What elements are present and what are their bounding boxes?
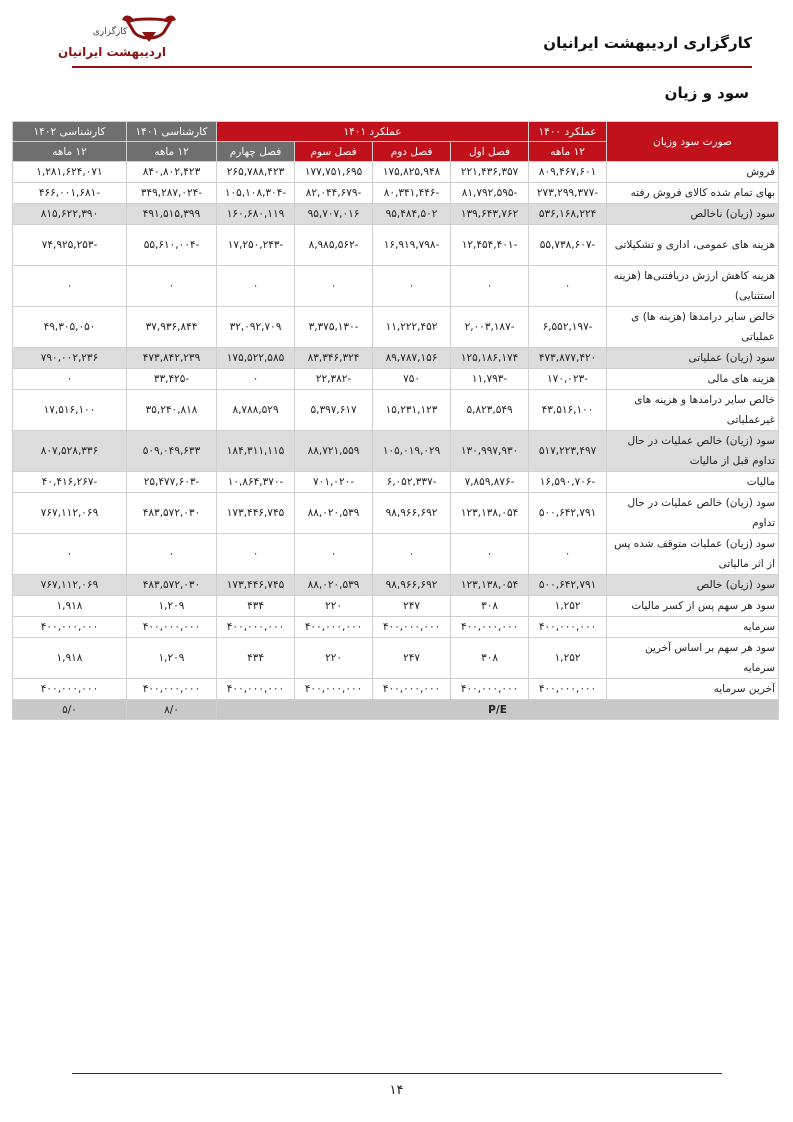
table-cell: ۰ bbox=[217, 266, 295, 307]
table-cell: ۱۷۷,۷۵۱,۶۹۵ bbox=[295, 162, 373, 183]
group-header-estimate-1402: کارشناسی ۱۴۰۲ bbox=[13, 122, 127, 142]
header-divider bbox=[72, 66, 752, 68]
row-label: آخرین سرمایه bbox=[607, 679, 779, 700]
table-cell: -۲,۰۰۳,۱۸۷ bbox=[451, 307, 529, 348]
table-row bbox=[13, 596, 779, 617]
table-cell: ۸,۷۸۸,۵۲۹ bbox=[217, 390, 295, 431]
table-cell: -۵۵,۷۳۸,۶۰۷ bbox=[529, 225, 607, 266]
row-label: خالص سایر درامدها و هزینه های غیرعملیاتی bbox=[607, 390, 779, 431]
table-cell: ۴۳۴ bbox=[217, 596, 295, 617]
table-cell: -۷,۸۵۹,۸۷۶ bbox=[451, 472, 529, 493]
table-cell: ۲۴۷ bbox=[373, 638, 451, 679]
table-cell: ۸۰۷,۵۲۸,۳۳۶ bbox=[13, 431, 127, 472]
row-label: سود (زیان) عملیاتی bbox=[607, 348, 779, 369]
row-label: مالیات bbox=[607, 472, 779, 493]
table-cell: ۴۳۴ bbox=[217, 638, 295, 679]
subheader: فصل چهارم bbox=[217, 142, 295, 162]
footer-divider bbox=[72, 1073, 722, 1074]
table-cell: ۰ bbox=[529, 266, 607, 307]
table-cell: ۵,۸۲۳,۵۴۹ bbox=[451, 390, 529, 431]
company-name: کارگزاری اردیبهشت ایرانیان bbox=[543, 34, 752, 52]
table-cell: -۳۳,۴۲۵ bbox=[127, 369, 217, 390]
pe-row bbox=[13, 700, 779, 720]
pe-value-1402: ۵/۰ bbox=[13, 700, 127, 720]
table-cell: ۳۲,۰۹۲,۷۰۹ bbox=[217, 307, 295, 348]
row-label: هزینه های عمومی، اداری و تشکیلاتی bbox=[607, 225, 779, 266]
table-cell: ۰ bbox=[295, 534, 373, 575]
table-row bbox=[13, 575, 779, 596]
table-cell: -۲۲,۳۸۲ bbox=[295, 369, 373, 390]
table-cell: ۱۷,۵۱۶,۱۰۰ bbox=[13, 390, 127, 431]
table-cell: ۸۸,۷۲۱,۵۵۹ bbox=[295, 431, 373, 472]
table-cell: -۶,۵۵۲,۱۹۷ bbox=[529, 307, 607, 348]
table-row bbox=[13, 638, 779, 679]
group-header-estimate-1401: کارشناسی ۱۴۰۱ bbox=[127, 122, 217, 142]
table-cell: ۴۳,۵۱۶,۱۰۰ bbox=[529, 390, 607, 431]
pe-value-1401: ۸/۰ bbox=[127, 700, 217, 720]
table-row bbox=[13, 369, 779, 390]
table-cell: ۲۲۱,۴۳۶,۳۵۷ bbox=[451, 162, 529, 183]
row-label: سود (زیان) عملیات متوقف شده پس از اثر مالیاتی bbox=[607, 534, 779, 575]
table-cell: ۴۰۰,۰۰۰,۰۰۰ bbox=[373, 679, 451, 700]
logo-text-main: اردیبهشت ایرانیان bbox=[58, 45, 166, 59]
table-cell: -۱۱,۷۹۳ bbox=[451, 369, 529, 390]
row-label: سود (زیان) خالص عملیات در حال تداوم قبل از مالیات bbox=[607, 431, 779, 472]
item-column-header: صورت سود وزیان bbox=[607, 122, 779, 162]
table-cell: ۰ bbox=[13, 534, 127, 575]
table-cell: ۱۵,۲۳۱,۱۲۳ bbox=[373, 390, 451, 431]
page-header bbox=[58, 8, 752, 68]
table-cell: ۰ bbox=[373, 534, 451, 575]
table-cell: ۱۸۴,۳۱۱,۱۱۵ bbox=[217, 431, 295, 472]
table-cell: ۳۵,۲۴۰,۸۱۸ bbox=[127, 390, 217, 431]
table-cell: ۴۷۳,۸۷۷,۴۲۰ bbox=[529, 348, 607, 369]
table-row bbox=[13, 679, 779, 700]
table-cell: ۱۳۰,۹۹۷,۹۳۰ bbox=[451, 431, 529, 472]
table-cell: ۱۳۹,۶۴۳,۷۶۲ bbox=[451, 204, 529, 225]
table-row bbox=[13, 617, 779, 638]
table-cell: ۰ bbox=[13, 266, 127, 307]
table-cell: ۵۰۹,۰۴۹,۶۳۳ bbox=[127, 431, 217, 472]
table-cell: -۱۰۵,۱۰۸,۳۰۴ bbox=[217, 183, 295, 204]
table-cell: ۴۰۰,۰۰۰,۰۰۰ bbox=[217, 679, 295, 700]
table-cell: ۰ bbox=[295, 266, 373, 307]
logo-text-small: کارگزاری bbox=[92, 27, 128, 37]
row-label: هزینه های مالی bbox=[607, 369, 779, 390]
subheader: فصل سوم bbox=[295, 142, 373, 162]
table-row bbox=[13, 472, 779, 493]
table-row bbox=[13, 183, 779, 204]
table-cell: ۱۰۵,۰۱۹,۰۲۹ bbox=[373, 431, 451, 472]
table-row bbox=[13, 266, 779, 307]
table-cell: ۸۱۵,۶۲۲,۳۹۰ bbox=[13, 204, 127, 225]
table-cell: ۲۲۰ bbox=[295, 596, 373, 617]
table-cell: ۴۰۰,۰۰۰,۰۰۰ bbox=[127, 617, 217, 638]
table-cell: ۱,۲۰۹ bbox=[127, 638, 217, 679]
table-cell: ۹۵,۴۸۴,۵۰۲ bbox=[373, 204, 451, 225]
row-label: خالص سایر درامدها (هزینه ها) ی عملیاتی bbox=[607, 307, 779, 348]
group-header-actual-1401: عملکرد ۱۴۰۱ bbox=[217, 122, 529, 142]
table-row bbox=[13, 225, 779, 266]
table-cell: ۱,۹۱۸ bbox=[13, 638, 127, 679]
table-cell: ۴۰۰,۰۰۰,۰۰۰ bbox=[295, 617, 373, 638]
subheader: ۱۲ ماهه bbox=[13, 142, 127, 162]
table-cell: ۲۲۰ bbox=[295, 638, 373, 679]
table-cell: ۱۲۵,۱۸۶,۱۷۴ bbox=[451, 348, 529, 369]
table-cell: ۱,۲۸۱,۶۲۴,۰۷۱ bbox=[13, 162, 127, 183]
table-cell: ۲۶۵,۷۸۸,۴۲۳ bbox=[217, 162, 295, 183]
table-cell: -۸۱,۷۹۲,۵۹۵ bbox=[451, 183, 529, 204]
section-title: سود و زیان bbox=[664, 84, 749, 102]
table-cell: ۹۸,۹۶۶,۶۹۲ bbox=[373, 493, 451, 534]
table-cell: ۵۰۰,۶۴۲,۷۹۱ bbox=[529, 575, 607, 596]
table-cell: ۸۹,۷۸۷,۱۵۶ bbox=[373, 348, 451, 369]
table-cell: ۳۰۸ bbox=[451, 596, 529, 617]
table-cell: ۰ bbox=[217, 369, 295, 390]
subheader: فصل دوم bbox=[373, 142, 451, 162]
table-cell: -۲۷۳,۲۹۹,۳۷۷ bbox=[529, 183, 607, 204]
table-cell: ۱۷۳,۴۴۶,۷۴۵ bbox=[217, 493, 295, 534]
table-cell: ۲۴۷ bbox=[373, 596, 451, 617]
table-cell: ۱۷۳,۴۴۶,۷۴۵ bbox=[217, 575, 295, 596]
table-cell: ۱,۲۰۹ bbox=[127, 596, 217, 617]
table-cell: ۰ bbox=[217, 534, 295, 575]
table-cell: ۴۰۰,۰۰۰,۰۰۰ bbox=[451, 679, 529, 700]
table-cell: -۵۵,۶۱۰,۰۰۴ bbox=[127, 225, 217, 266]
table-cell: ۱۲۳,۱۳۸,۰۵۴ bbox=[451, 575, 529, 596]
table-row bbox=[13, 204, 779, 225]
table-cell: -۱۲,۴۵۴,۴۰۱ bbox=[451, 225, 529, 266]
table-cell: ۴۹۱,۵۱۵,۳۹۹ bbox=[127, 204, 217, 225]
table-cell: ۱,۲۵۲ bbox=[529, 638, 607, 679]
table-cell: -۳۴۹,۲۸۷,۰۲۴ bbox=[127, 183, 217, 204]
table-cell: ۴۰۰,۰۰۰,۰۰۰ bbox=[127, 679, 217, 700]
table-cell: ۱۷۵,۵۲۲,۵۸۵ bbox=[217, 348, 295, 369]
table-cell: ۳۰۸ bbox=[451, 638, 529, 679]
table-cell: -۸۲,۰۴۴,۶۷۹ bbox=[295, 183, 373, 204]
table-row bbox=[13, 348, 779, 369]
table-cell: -۶,۰۵۲,۳۳۷ bbox=[373, 472, 451, 493]
table-cell: ۷۹۰,۰۰۲,۲۳۶ bbox=[13, 348, 127, 369]
table-cell: ۰ bbox=[13, 369, 127, 390]
table-cell: ۰ bbox=[373, 266, 451, 307]
table-cell: -۱۶,۵۹۰,۷۰۶ bbox=[529, 472, 607, 493]
table-cell: ۸۳,۳۴۶,۳۲۴ bbox=[295, 348, 373, 369]
table-cell: -۴۶۶,۰۰۱,۶۸۱ bbox=[13, 183, 127, 204]
table-cell: ۰ bbox=[529, 534, 607, 575]
table-cell: ۴۰۰,۰۰۰,۰۰۰ bbox=[295, 679, 373, 700]
table-cell: ۵۱۷,۲۲۳,۴۹۷ bbox=[529, 431, 607, 472]
table-cell: -۱۷۰,۰۲۳ bbox=[529, 369, 607, 390]
subheader: ۱۲ ماهه bbox=[529, 142, 607, 162]
table-cell: ۵۳۶,۱۶۸,۲۲۴ bbox=[529, 204, 607, 225]
table-cell: ۰ bbox=[451, 266, 529, 307]
table-cell: ۵,۳۹۷,۶۱۷ bbox=[295, 390, 373, 431]
row-label: بهای تمام شده کالای فروش رفته bbox=[607, 183, 779, 204]
table-cell: ۷۵۰ bbox=[373, 369, 451, 390]
company-logo bbox=[58, 12, 192, 68]
subheader: ۱۲ ماهه bbox=[127, 142, 217, 162]
row-label: سود هر سهم بر اساس آخرین سرمایه bbox=[607, 638, 779, 679]
row-label: سرمایه bbox=[607, 617, 779, 638]
table-cell: ۸۴۰,۸۰۲,۴۲۳ bbox=[127, 162, 217, 183]
table-cell: -۸,۹۸۵,۵۶۲ bbox=[295, 225, 373, 266]
table-cell: ۸۸,۰۲۰,۵۳۹ bbox=[295, 575, 373, 596]
table-cell: ۴۰۰,۰۰۰,۰۰۰ bbox=[13, 617, 127, 638]
row-label: هزینه کاهش ارزش دریافتنی‌ها (هزینه استثنایی) bbox=[607, 266, 779, 307]
table-cell: ۰ bbox=[451, 534, 529, 575]
table-cell: ۵۰۰,۶۴۲,۷۹۱ bbox=[529, 493, 607, 534]
row-label: فروش bbox=[607, 162, 779, 183]
group-header-actual-1400: عملکرد ۱۴۰۰ bbox=[529, 122, 607, 142]
table-cell: -۱۰,۸۶۴,۳۷۰ bbox=[217, 472, 295, 493]
table-cell: ۱۶۰,۶۸۰,۱۱۹ bbox=[217, 204, 295, 225]
table-cell: ۴۸۳,۵۷۲,۰۳۰ bbox=[127, 493, 217, 534]
table-cell: ۱۱,۲۲۲,۴۵۲ bbox=[373, 307, 451, 348]
table-cell: -۳,۳۷۵,۱۳۰ bbox=[295, 307, 373, 348]
table-cell: ۷۶۷,۱۱۲,۰۶۹ bbox=[13, 575, 127, 596]
profit-loss-table bbox=[12, 121, 779, 720]
table-cell: ۰ bbox=[127, 266, 217, 307]
table-cell: ۴۸۳,۵۷۲,۰۳۰ bbox=[127, 575, 217, 596]
table-cell: -۷۰۱,۰۲۰ bbox=[295, 472, 373, 493]
table-row bbox=[13, 493, 779, 534]
table-cell: ۴۹,۳۰۵,۰۵۰ bbox=[13, 307, 127, 348]
subheader: فصل اول bbox=[451, 142, 529, 162]
table-cell: ۷۶۷,۱۱۲,۰۶۹ bbox=[13, 493, 127, 534]
table-cell: ۴۰۰,۰۰۰,۰۰۰ bbox=[529, 617, 607, 638]
table-cell: ۱,۲۵۲ bbox=[529, 596, 607, 617]
table-cell: -۲۵,۴۷۷,۶۰۳ bbox=[127, 472, 217, 493]
row-label: سود هر سهم پس از کسر مالیات bbox=[607, 596, 779, 617]
table-row bbox=[13, 162, 779, 183]
table-row bbox=[13, 534, 779, 575]
table-cell: -۷۴,۹۲۵,۲۵۳ bbox=[13, 225, 127, 266]
table-cell: -۴۰,۴۱۶,۲۶۷ bbox=[13, 472, 127, 493]
pe-label: P/E bbox=[217, 700, 779, 720]
table-cell: ۴۰۰,۰۰۰,۰۰۰ bbox=[217, 617, 295, 638]
table-cell: ۴۰۰,۰۰۰,۰۰۰ bbox=[13, 679, 127, 700]
table-cell: ۳۷,۹۳۶,۸۴۴ bbox=[127, 307, 217, 348]
page-number: ۱۴ bbox=[389, 1083, 404, 1098]
table-row bbox=[13, 390, 779, 431]
table-cell: ۱۷۵,۸۲۵,۹۴۸ bbox=[373, 162, 451, 183]
table-cell: ۰ bbox=[127, 534, 217, 575]
table-cell: ۱,۹۱۸ bbox=[13, 596, 127, 617]
table-row bbox=[13, 431, 779, 472]
table-cell: ۹۸,۹۶۶,۶۹۲ bbox=[373, 575, 451, 596]
table-cell: ۴۷۳,۸۴۲,۲۳۹ bbox=[127, 348, 217, 369]
table-cell: -۱۷,۲۵۰,۲۴۳ bbox=[217, 225, 295, 266]
row-label: سود (زیان) خالص bbox=[607, 575, 779, 596]
row-label: سود (زیان) ناخالص bbox=[607, 204, 779, 225]
table-cell: ۱۲۳,۱۳۸,۰۵۴ bbox=[451, 493, 529, 534]
table-cell: ۴۰۰,۰۰۰,۰۰۰ bbox=[373, 617, 451, 638]
table-cell: ۴۰۰,۰۰۰,۰۰۰ bbox=[451, 617, 529, 638]
row-label: سود (زیان) خالص عملیات در حال تداوم bbox=[607, 493, 779, 534]
table-cell: -۸۰,۳۴۱,۴۴۶ bbox=[373, 183, 451, 204]
table-row bbox=[13, 307, 779, 348]
table-cell: ۸۰۹,۴۶۷,۶۰۱ bbox=[529, 162, 607, 183]
table-cell: ۹۵,۷۰۷,۰۱۶ bbox=[295, 204, 373, 225]
table-cell: ۸۸,۰۲۰,۵۳۹ bbox=[295, 493, 373, 534]
table-cell: ۴۰۰,۰۰۰,۰۰۰ bbox=[529, 679, 607, 700]
table-cell: -۱۶,۹۱۹,۷۹۸ bbox=[373, 225, 451, 266]
